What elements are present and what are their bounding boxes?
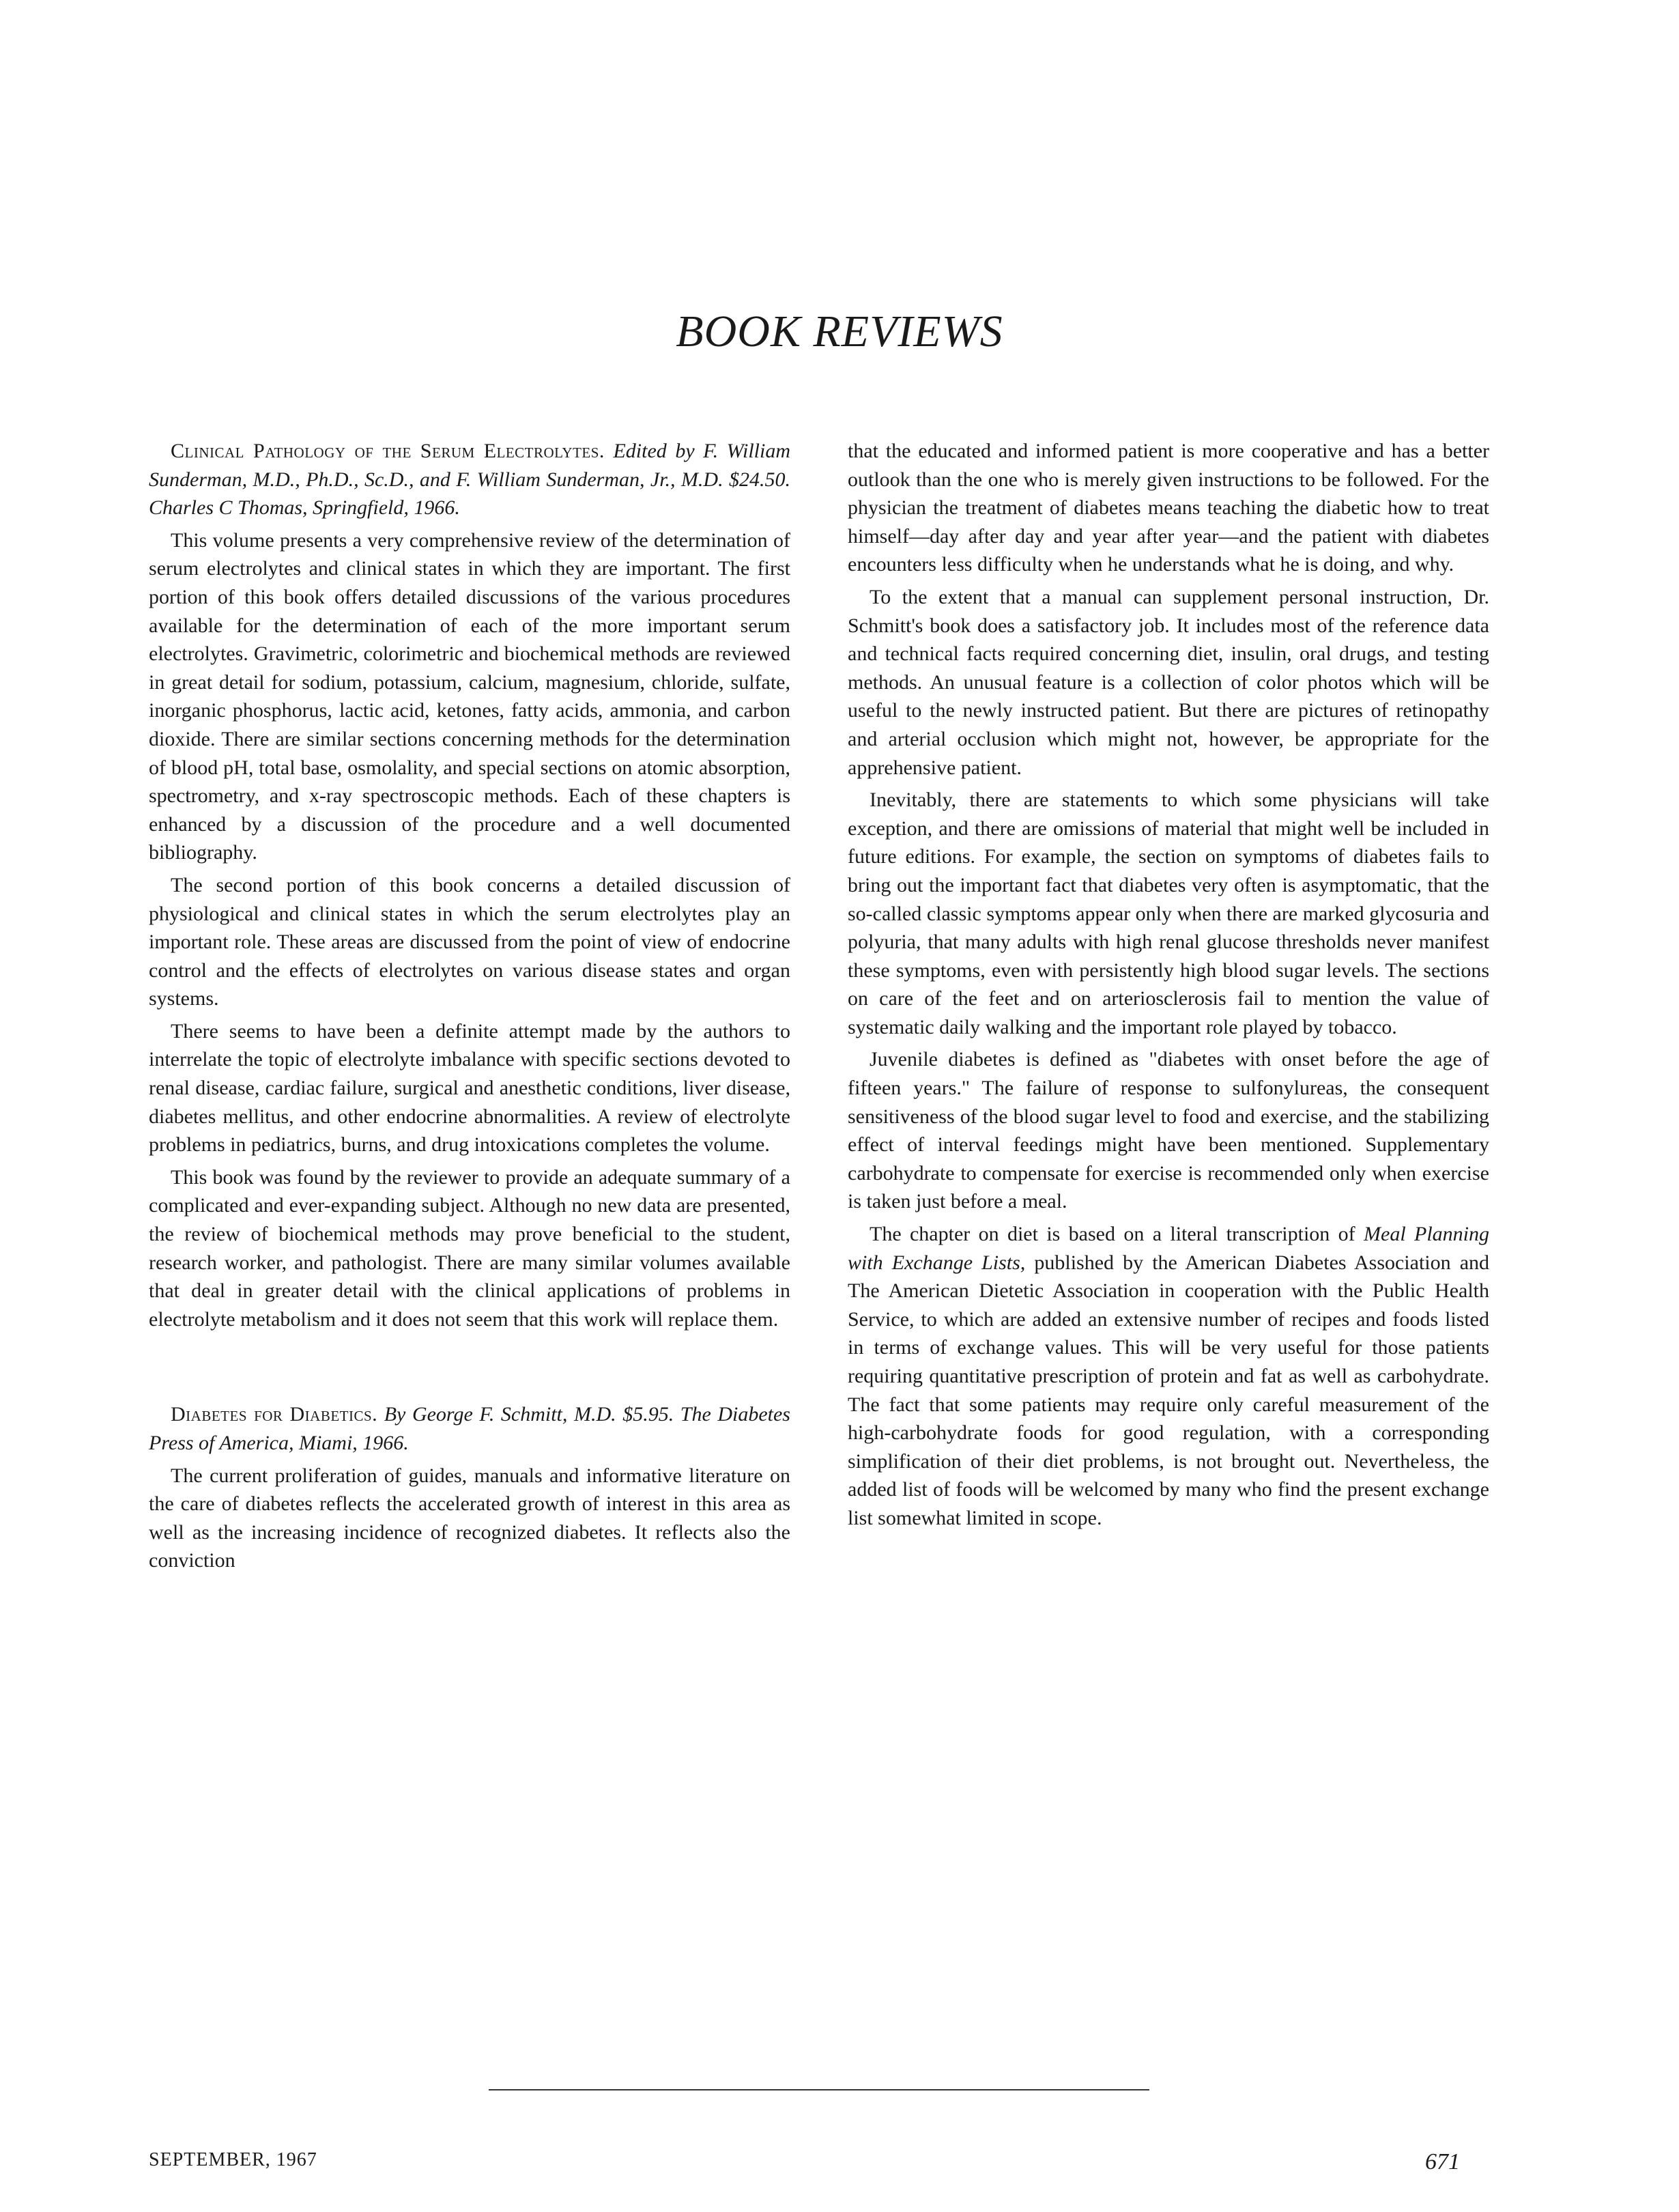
review-1-citation: Edited by F. William Sunderman, M.D., Ph.D., Sc.D., and F. William Sunderman, Jr., M.D. $24.50. Charles C Thomas, Springfield, 1966. (149, 440, 791, 520)
review-1-paragraph: This book was found by the reviewer to provide an adequate summary of a complicated and ever-expanding subject. Although no new data are presented, the review of biochemical methods may prove beneficial to the student, research worker, and pathologist. There are many similar volumes available that deal in greater detail with the clinical applications of problems in electrolyte metabolism and it does not seem that this work will replace them. (149, 1165, 790, 1331)
left-column (149, 437, 790, 1579)
page-title: BOOK REVIEWS (676, 307, 1003, 356)
review-1-paragraph: This volume presents a very comprehensive review of the determination of serum electrolytes and clinical states in which they are important. The first portion of this book offers detailed discussions of the various procedures available for the determination of each of the more important serum electrolytes. Gravimetric, colorimetric and biochemical methods are reviewed in great detail for sodium, potassium, calcium, magnesium, chloride, sulfate, inorganic phosphorus, lactic acid, ketones, fatty acids, ammonia, and carbon dioxide. There are similar sections concerning methods for the determination of blood pH, total base, osmolality, and special sections on atomic absorption, spectrometry, and x-ray spectroscopic methods. Each of these chapters is enhanced by a discussion of the procedure and a well documented bibliography. (149, 528, 790, 864)
review-2-heading (149, 1400, 790, 1457)
review-separator-space (149, 1337, 790, 1400)
footer-date: SEPTEMBER, 1967 (149, 2149, 317, 2170)
review-2-continuation: that the educated and informed patient is more cooperative and has a better outlook than the one who is merely given instructions to be followed. For the physician the treatment of diabetes means teaching the diabetic how to treat himself—day after day and year after year—and the patient with diabetes encounters less difficulty when he understands what he is doing, and why. (848, 440, 1489, 576)
review-1-title: Clinical Pathology of the Serum Electrolytes. (171, 440, 605, 462)
review-2-paragraph: Juvenile diabetes is defined as "diabetes with onset before the age of fifteen years." The failure of response to sulfonylureas, the consequent sensitiveness of the blood sugar level to food and exercise, and the stabilizing effect of interval feedings might have been mentioned. Supplementary carbohydrate to compensate for exercise is recommended only when exercise is taken just before a meal. (848, 1048, 1489, 1213)
diet-book-title: Meal Planning with Exchange Lists, (848, 1223, 1490, 1274)
review-2-title: Diabetes for Diabetics. (171, 1403, 378, 1426)
review-2-diet-paragraph (848, 1220, 1489, 1533)
review-2-paragraph: The current proliferation of guides, manuals and informative literature on the care of diabetes reflects the accelerated growth of interest in this area as well as the increasing incidence of recognized diabetes. It reflects also the conviction (149, 1464, 790, 1572)
diet-paragraph-start: The chapter on diet is based on a literal transcription of (870, 1223, 1355, 1246)
review-1-paragraph: There seems to have been a definite attempt made by the authors to interrelate the topic of electrolyte imbalance with specific sections devoted to renal disease, cardiac failure, surgical and anesthetic conditions, liver disease, diabetes mellitus, and other endocrine abnormalities. A review of electrolyte problems in pediatrics, burns, and drug intoxications completes the volume. (149, 1019, 790, 1157)
review-2-paragraph: Inevitably, there are statements to which some physicians will take exception, and there are omissions of material that might well be included in future editions. For example, the section on symptoms of diabetes fails to bring out the important fact that diabetes very often is asymptomatic, that the so-called classic symptoms appear only when there are marked glycosuria and polyuria, that many adults with high renal glucose thresholds never manifest these symptoms, even with persistently high blood sugar levels. The sections on care of the feet and on arteriosclerosis fail to mention the value of systematic daily walking and the important role played by tobacco. (848, 789, 1489, 1038)
page-number: 671 (1425, 2149, 1460, 2174)
review-2-paragraph: To the extent that a manual can supplement personal instruction, Dr. Schmitt's book does a satisfactory job. It includes most of the reference data and technical facts required concerning diet, insulin, oral drugs, and testing methods. An unusual feature is a collection of color photos which will be useful to the newly instructed patient. But there are pictures of retinopathy and arterial occlusion which might not, however, be appropriate for the apprehensive patient. (848, 585, 1489, 779)
review-1-heading (149, 437, 790, 522)
diet-paragraph-rest: published by the American Diabetes Association and The American Dietetic Association in cooperation with the Public Health Service, to which are added an extensive number of recipes and foods listed in terms of exchange values. This will be very useful for those patients requiring quantitative prescription of protein and fat as well as carbohydrate. The fact that some patients may require only careful measurement of the high-carbohydrate foods for good regulation, with a corresponding simplification of their diet problems, is not brought out. Nevertheless, the added list of foods will be welcomed by many who find the present exchange list somewhat limited in scope. (848, 1251, 1490, 1529)
right-column (848, 437, 1489, 1537)
review-2-citation: By George F. Schmitt, M.D. $5.95. The Diabetes Press of America, Miami, 1966. (149, 1403, 790, 1454)
review-1-paragraph: The second portion of this book concerns a detailed discussion of physiological and clinical states in which the serum electrolytes play an important role. These areas are discussed from the point of view of endocrine control and the effects of electrolytes on various disease states and organ systems. (149, 873, 790, 1010)
end-rule-divider (489, 2089, 1149, 2090)
